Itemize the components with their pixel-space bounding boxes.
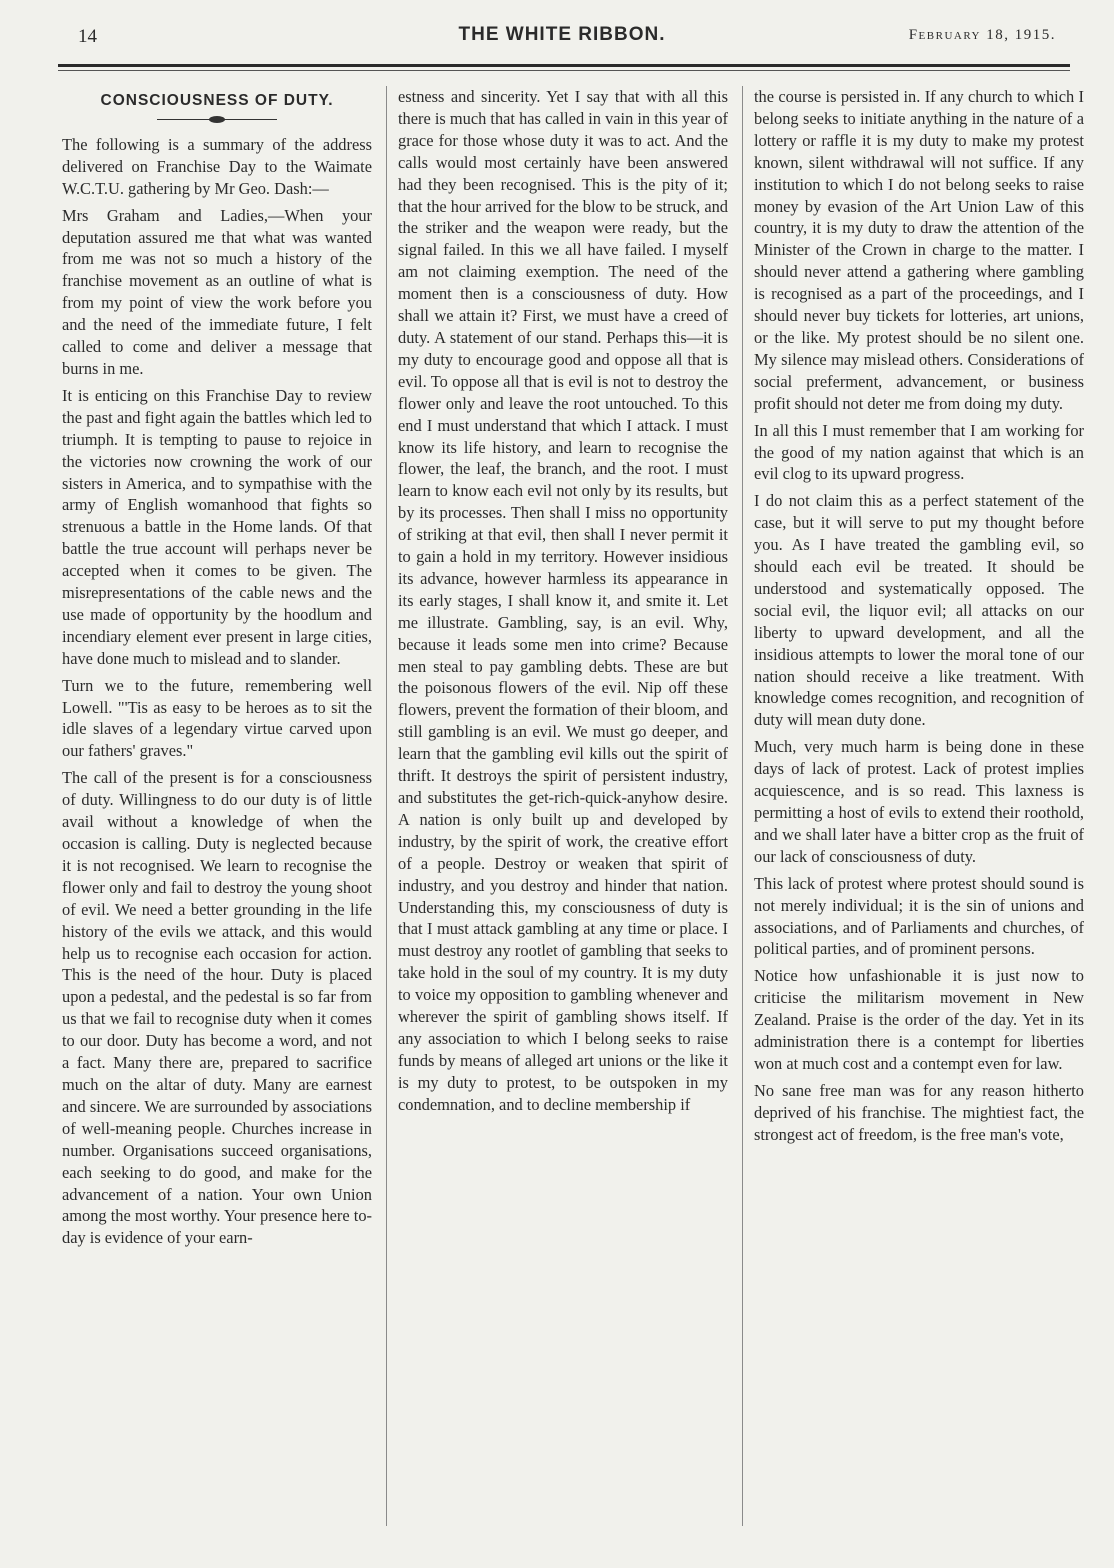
masthead: THE WHITE RIBBON.	[458, 24, 666, 45]
paragraph: The following is a summary of the address delivered on Franchise Day to the Waimate W.C.T.U. gathering by Mr Geo. Dash:—	[62, 134, 372, 198]
paragraph: No sane free man was for any reason hitherto deprived of his franchise. The mightiest fact, the strongest act of freedom, is the free man's vote,	[754, 1080, 1084, 1144]
paragraph: the course is persisted in. If any church to which I belong seeks to initiate anything in the nature of a lottery or raffle it is my duty to make my protest known, silent withdrawal will not suffice. If any institution to which I do not belong seeks to raise money by evasion of the Art Union Law of this country, it is my duty to draw the attention of the Minister of the Crown in charge to the matter. I should never attend a gathering where gambling is recognised as a part of the proceedings, and I should never buy tickets for lotteries, art unions, or the like. My protest should be no silent one. My silence may mislead others. Considerations of social preferment, advancement, or business profit should not deter me from doing my duty.	[754, 87, 1084, 413]
paragraph: Much, very much harm is being done in these days of lack of protest. Lack of protest implies acquiescence, and is so read. This laxness is permitting a host of evils to extend their roothold, and we shall later have a bitter crop as the fruit of our lack of consciousness of duty.	[754, 737, 1084, 866]
paragraph: Mrs Graham and Ladies,—When your deputation assured me that what was wanted from me was not so much a history of the franchise movement as an outline of what is from my point of view the work before you and the need of the immediate future, I felt called to come and deliver a message that burns in me.	[62, 205, 372, 378]
page-number: 14	[78, 26, 97, 47]
paragraph: The call of the present is for a consciousness of duty. Willingness to do our duty is of little avail without a knowledge of when the occasion is calling. Duty is neglected because it is not recognised. We learn to recognise the flower only and fail to destroy the young shoot of evil. We need a better grounding in the life history of the evils we attack, and this would help us to recognise each occasion for action. This is the need of the hour. Duty is placed upon a pedestal, and the pedestal is so far from us that we fail to recognise duty when it comes to our door. Duty has become a word, and not a fact. Many there are, prepared to sacrifice much on the altar of duty. Many are earnest and sincere. We are surrounded by associations of well-meaning people. Churches increase in number. Organisations succeed organisations, each seeking to do good, and make for the advancement of a nation. Your own Union among the most worthy. Your presence here to-day is evidence of your earn-	[62, 768, 372, 1248]
page-header	[58, 24, 1066, 60]
paragraph: In all this I must remember that I am working for the good of my nation against that which is an evil clog to its upward progress.	[754, 420, 1084, 484]
column-2	[398, 86, 728, 1121]
publication-date: February 18, 1915.	[908, 27, 1056, 43]
column-divider	[742, 86, 743, 1526]
paragraph: estness and sincerity. Yet I say that with all this there is much that has called in vain in this year of grace for those whose duty it was to act. And the calls would most certainly have been answered had they been recognised. This is the pity of it; that the hour arrived for the blow to be struck, and the striker and the weapon were ready, but the signal failed. In this we all have failed. I myself am not claiming exemption. The need of the moment then is a consciousness of duty. How shall we attain it? First, we must have a creed of duty. A statement of our stand. Perhaps this—it is my duty to encourage good and oppose all that is evil. To oppose all that is evil is not to destroy the flower only and leave the root untouched. To this end I must understand that which I attack. I must know its life history, and learn to recognise the flower, the leaf, the branch, and the root. I must learn to know each evil not only by its results, but by its processes. Then shall I miss no opportunity of striking at that evil, then shall I never permit it to gain a hold in my territory. However insidious its advance, however harmless its appearance in its early stages, I shall know it, and smite it. Let me illustrate. Gambling, say, is an evil. Why, because it leads some men into crime? Because men steal to pay gambling debts. These are but the poisonous flowers of the evil. Nip off these flowers, prevent the formation of their bloom, and still gambling is an evil. We must go deeper, and learn that the gambling evil kills out the spirit of thrift. It destroys the spirit of persistent industry, and substitutes the get-rich-quick-anyhow desire. A nation is only built up and developed by industry, by the spirit of work, the creative effort of a people. Destroy or weaken that spirit of industry, and you destroy and hinder that nation. Understanding this, my consciousness of duty is that I must attack gambling at any time or place. I must destroy any rootlet of gambling that seeks to take hold in the soul of my country. It is my duty to voice my opposition to gambling whenever and wherever the spirit of gambling shows itself. If any association to which I belong seeks to raise funds by means of alleged art unions or the like it is my duty to protest, to be outspoken in my condemnation, and to decline membership if	[398, 87, 728, 1114]
paragraph: It is enticing on this Franchise Day to review the past and fight again the battles which led to triumph. It is tempting to pause to rejoice in the victories now crowning the work of our sisters in America, and to sympathise with the army of English womanhood that fights so strenuous a battle in the Home lands. Of that battle the true account will perhaps never be accepted when it comes to be given. The misrepresentations of the cable news and the use made of opportunity by the hoodlum and incendiary element ever present in large cities, have done much to mislead and to slander.	[62, 385, 372, 668]
header-rule-thin	[58, 70, 1070, 71]
paragraph: Notice how unfashionable it is just now to criticise the militarism movement in New Zealand. Praise is the order of the day. Yet in its administration there is a contempt for liberties won at much cost and a contempt even for law.	[754, 966, 1084, 1073]
column-divider	[386, 86, 387, 1526]
paragraph: I do not claim this as a perfect statement of the case, but it will serve to put my thought before you. As I have treated the gambling evil, so should each evil be treated. It should be understood and systematically opposed. The social evil, the liquor evil; all attacks on our liberty to upward development, and all the insidious attempts to lower the moral tone of our nation should receive a like treatment. With knowledge comes recognition, and recognition of duty will mean duty done.	[754, 491, 1084, 730]
title-ornament	[157, 116, 277, 124]
column-1	[62, 84, 372, 1254]
article-title: CONSCIOUSNESS OF DUTY.	[100, 92, 334, 109]
paragraph: Turn we to the future, remembering well Lowell. "'Tis as easy to be heroes as to sit the idle slaves of a legendary virtue carved upon our fathers' graves."	[62, 675, 372, 761]
column-3	[754, 86, 1084, 1151]
header-rule-thick	[58, 64, 1070, 67]
paragraph: This lack of protest where protest should sound is not merely individual; it is the sin of unions and associations, and of Parliaments and churches, of political parties, and of prominent persons.	[754, 873, 1084, 959]
